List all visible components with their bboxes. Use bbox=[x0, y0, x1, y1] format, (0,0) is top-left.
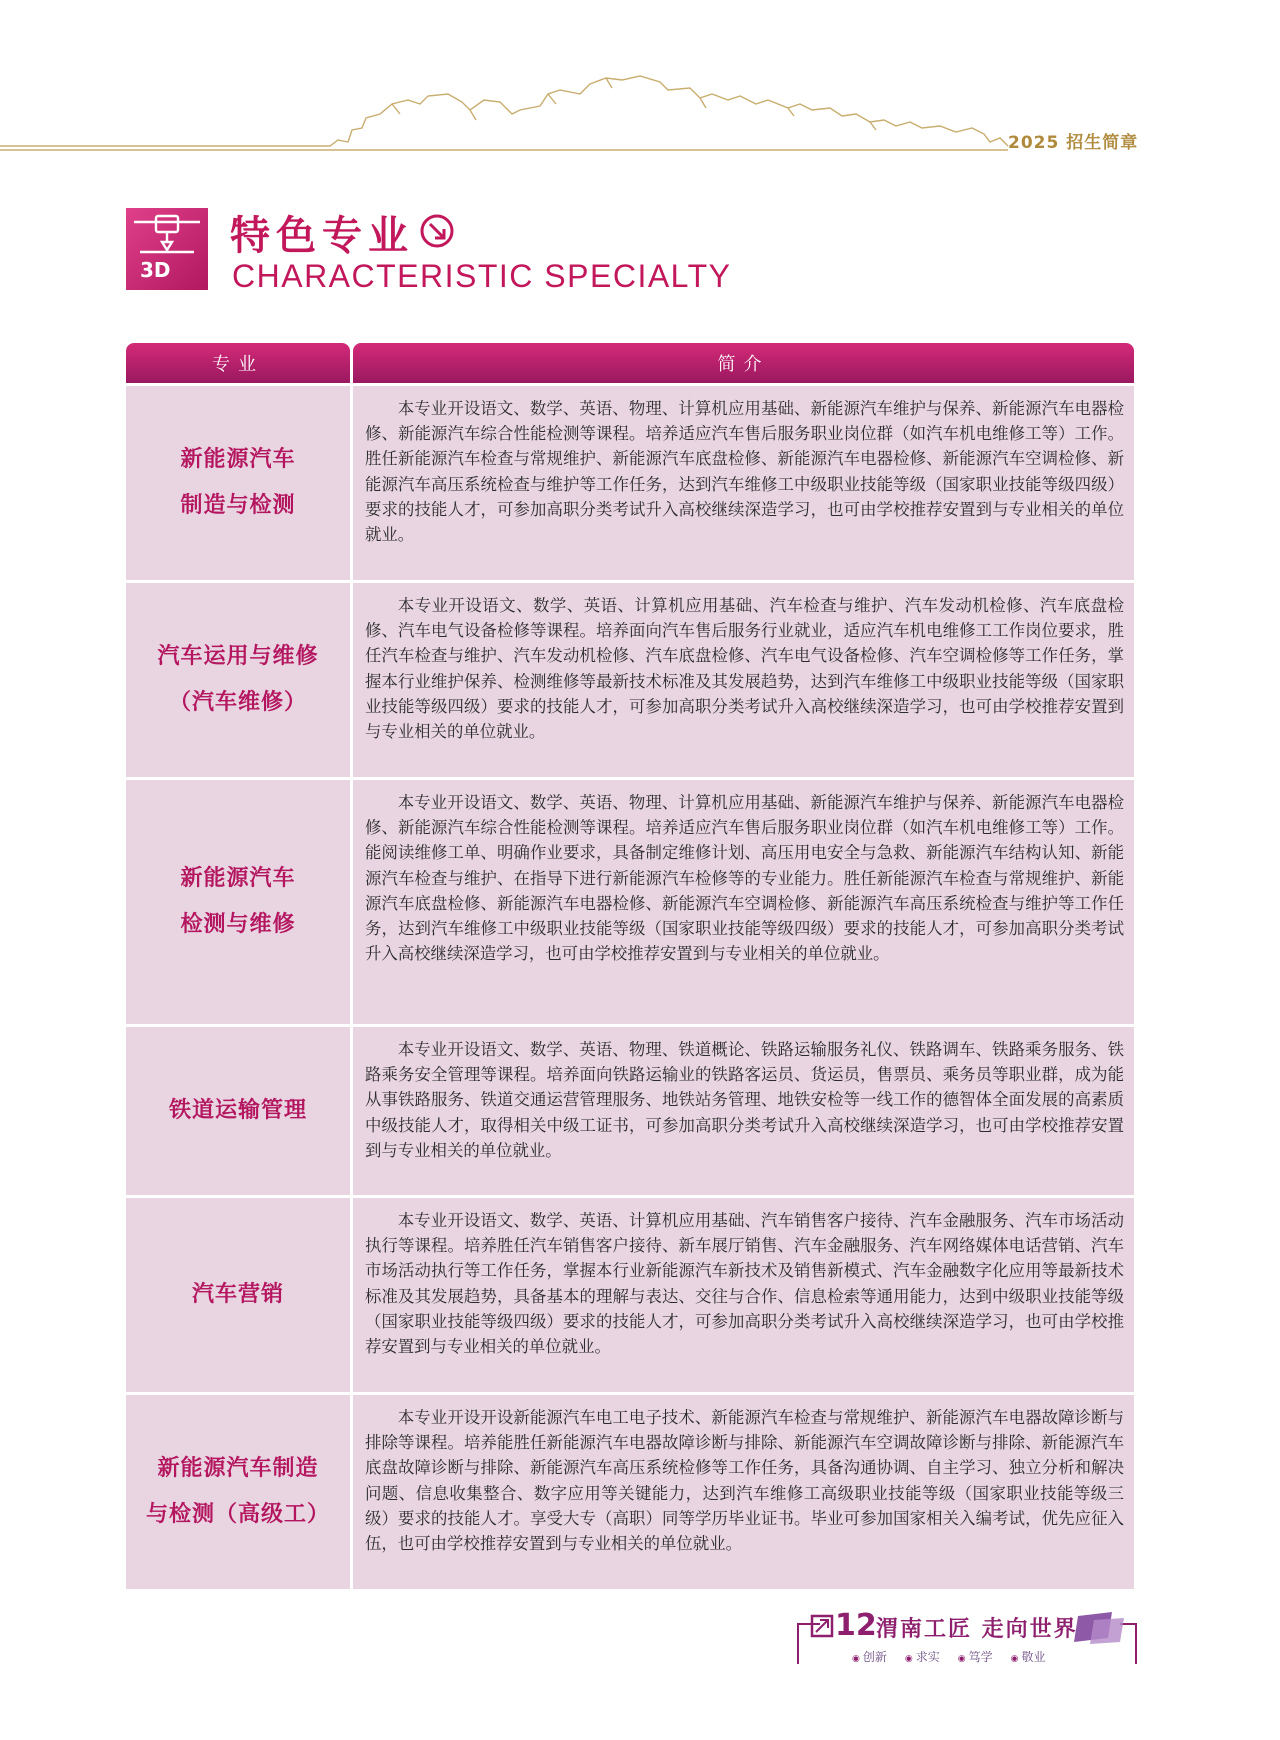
major-name bbox=[126, 780, 350, 1024]
motto-item: ◉ 笃学 bbox=[958, 1648, 993, 1665]
major-name-line: 新能源汽车制造 bbox=[157, 1456, 319, 1481]
table-row bbox=[126, 1027, 1134, 1195]
table-row bbox=[126, 1395, 1134, 1589]
section-title-cn: 特色专业 bbox=[230, 213, 414, 259]
major-name-line: 检测与维修 bbox=[180, 912, 296, 937]
major-intro: 本专业开设开设新能源汽车电工电子技术、新能源汽车检查与常规维护、新能源汽车电器故障诊断与排除等课程。培养能胜任新能源汽车电器故障诊断与排除、新能源汽车空调故障诊断与排除、新能源汽车底盘故障诊断与排除、新能源汽车高压系统检修等工作任务，具备沟通协调、自主学习、独立分析和解决问题、信息收集整合、数字应用等关键能力，达到汽车维修工高级职业技能等级（国家职业技能等级三级）要求的技能人才。享受大专（高职）同等学历毕业证书。毕业可参加国家相关入编考试，优先应征入伍，也可由学校推荐安置到与专业相关的单位就业。 bbox=[353, 1395, 1134, 1589]
footer bbox=[790, 1608, 1150, 1672]
table-row bbox=[126, 386, 1134, 580]
major-name bbox=[126, 1395, 350, 1589]
major-name-line: 与检测（高级工） bbox=[145, 1502, 330, 1527]
motto-item: ◉ 求实 bbox=[905, 1648, 940, 1665]
major-name bbox=[126, 583, 350, 777]
major-name-line: 新能源汽车 bbox=[180, 866, 296, 891]
page-number: 12 bbox=[835, 1608, 877, 1643]
major-name-line: （汽车维修） bbox=[168, 690, 307, 715]
major-intro: 本专业开设语文、数学、英语、物理、铁道概论、铁路运输服务礼仪、铁路调车、铁路乘务服务、铁路乘务安全管理等课程。培养面向铁路运输业的铁路客运员、货运员，售票员、乘务员等职业群，成为能从事铁路服务、铁道交通运营管理服务、地铁站务管理、地铁安检等一线工作的德智体全面发展的高素质中级技能人才，取得相关中级工证书，可参加高职分类考试升入高校继续深造学习，也可由学校推荐安置到与专业相关的单位就业。 bbox=[353, 1027, 1134, 1195]
table-row bbox=[126, 583, 1134, 777]
table-row bbox=[126, 1198, 1134, 1392]
major-name-line: 制造与检测 bbox=[180, 493, 296, 518]
section-title-block bbox=[126, 208, 1126, 298]
motto-item: ◉ 创新 bbox=[852, 1648, 887, 1665]
section-title-en: CHARACTERISTIC SPECIALTY bbox=[232, 258, 732, 294]
major-name bbox=[126, 1198, 350, 1392]
column-header-major: 专业 bbox=[126, 343, 350, 383]
major-name-line: 汽车营销 bbox=[191, 1282, 284, 1307]
printer-3d-icon bbox=[126, 208, 208, 290]
arrow-circle-icon bbox=[418, 212, 456, 250]
motto-item: ◉ 敬业 bbox=[1011, 1648, 1046, 1665]
table-row bbox=[126, 780, 1134, 1024]
major-name-line: 汽车运用与维修 bbox=[157, 644, 319, 669]
major-intro: 本专业开设语文、数学、英语、计算机应用基础、汽车检查与维护、汽车发动机检修、汽车底盘检修、汽车电气设备检修等课程。培养面向汽车售后服务行业就业，适应汽车机电维修工工作岗位要求，胜任汽车检查与维护、汽车发动机检修、汽车底盘检修、汽车电气设备检修、汽车空调检修等工作任务，掌握本行业维护保养、检测维修等最新技术标准及其发展趋势，达到汽车维修工中级职业技能等级（国家职业技能等级四级）要求的技能人才，可参加高职分类考试升入高校继续深造学习，也可由学校推荐安置到与专业相关的单位就业。 bbox=[353, 583, 1134, 777]
badge-label: 3D bbox=[140, 258, 171, 282]
specialty-table bbox=[126, 343, 1134, 1589]
major-name bbox=[126, 1027, 350, 1195]
major-name-line: 新能源汽车 bbox=[180, 447, 296, 472]
major-name bbox=[126, 386, 350, 580]
brochure-title: 2025 招生简章 bbox=[1008, 133, 1139, 153]
major-name-line: 铁道运输管理 bbox=[168, 1098, 307, 1123]
column-header-intro: 简介 bbox=[353, 343, 1134, 383]
footer-slogan: 渭南工匠 走向世界 bbox=[876, 1617, 1078, 1642]
table-header bbox=[126, 343, 1134, 383]
footer-motto bbox=[852, 1648, 1046, 1665]
major-intro: 本专业开设语文、数学、英语、物理、计算机应用基础、新能源汽车维护与保养、新能源汽车电器检修、新能源汽车综合性能检测等课程。培养适应汽车售后服务职业岗位群（如汽车机电维修工等）工作。胜任新能源汽车检查与常规维护、新能源汽车底盘检修、新能源汽车电器检修、新能源汽车空调检修、新能源汽车高压系统检查与维护等工作任务，达到汽车维修工中级职业技能等级（国家职业技能等级四级）要求的技能人才，可参加高职分类考试升入高校继续深造学习，也可由学校推荐安置到与专业相关的单位就业。 bbox=[353, 386, 1134, 580]
major-intro: 本专业开设语文、数学、英语、计算机应用基础、汽车销售客户接待、汽车金融服务、汽车市场活动执行等课程。培养胜任汽车销售客户接待、新车展厅销售、汽车金融服务、汽车网络媒体电话营销、汽车市场活动执行等工作任务，掌握本行业新能源汽车新技术及销售新模式、汽车金融数字化应用等最新技术标准及其发展趋势，具备基本的理解与表达、交往与合作、信息检索等通用能力，达到中级职业技能等级（国家职业技能等级四级）要求的技能人才，可参加高职分类考试升入高校继续深造学习，也可由学校推荐安置到与专业相关的单位就业。 bbox=[353, 1198, 1134, 1392]
major-intro: 本专业开设语文、数学、英语、物理、计算机应用基础、新能源汽车维护与保养、新能源汽车电器检修、新能源汽车综合性能检测等课程。培养适应汽车售后服务职业岗位群（如汽车机电维修工等）工作。能阅读维修工单、明确作业要求，具备制定维修计划、高压用电安全与急救、新能源汽车结构认知、新能源汽车检查与维护、在指导下进行新能源汽车检修等的专业能力。胜任新能源汽车检查与常规维护、新能源汽车底盘检修、新能源汽车电器检修、新能源汽车空调检修、新能源汽车高压系统检查与维护等工作任务，达到汽车维修工中级职业技能等级（国家职业技能等级四级）要求的技能人才，可参加高职分类考试升入高校继续深造学习，也可由学校推荐安置到与专业相关的单位就业。 bbox=[353, 780, 1134, 1024]
